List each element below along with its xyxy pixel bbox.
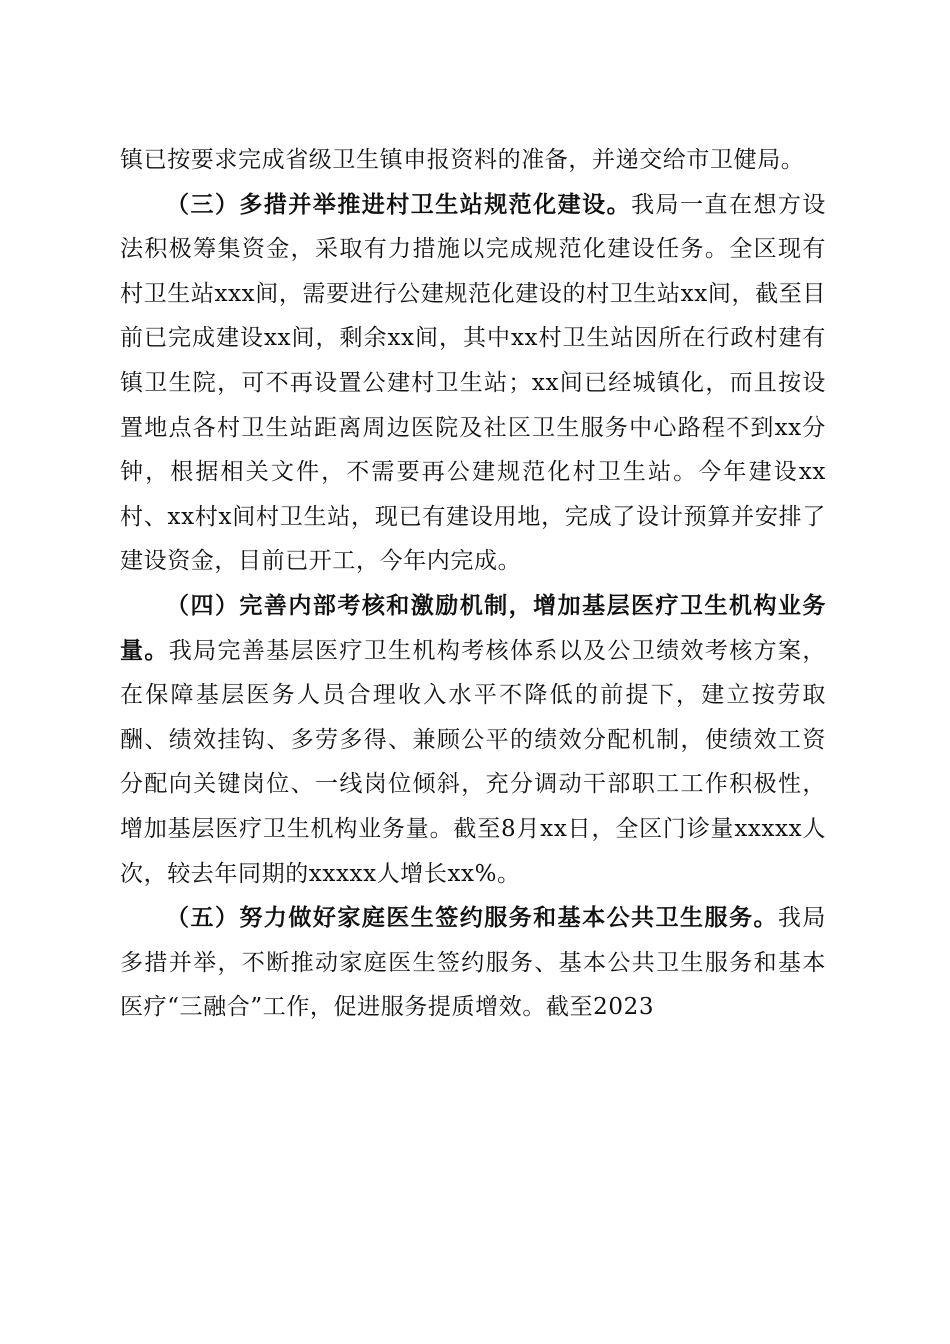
paragraph-body: 我局完善基层医疗卫生机构考核体系以及公卫绩效考核方案，在保障基层医务人员合理收入水平不降低的前提下，建立按劳取酬、绩效挂钩、多劳多得、兼顾公平的绩效分配机制，使绩效工资分配向关键岗位、一线岗位倾斜，充分调动干部职工工作积极性，增加基层医疗卫生机构业务量。截至8月xx日，全区门诊量xxxxx人次，较去年同期的xxxxx人增长xx%。: [120, 637, 827, 887]
paragraph-section-3: [120, 183, 826, 584]
section-heading: （四）完善内部考核和激励机制，增加基层医疗卫生机构业务量。: [120, 591, 826, 664]
paragraph-continuation: [120, 138, 826, 183]
document-body: [120, 138, 826, 1030]
paragraph-body: 镇已按要求完成省级卫生镇申报资料的准备，并递交给市卫健局。: [120, 147, 805, 173]
paragraph-body: 我局一直在想方设法积极筹集资金，采取有力措施以完成规范化建设任务。全区现有村卫生站xxx间，需要进行公建规范化建设的村卫生站xx间，截至目前已完成建设xx间，剩余xx间，其中xx村卫生站因所在行政村建有镇卫生院，可不再设置公建村卫生站；xx间已经城镇化，而且按设置地点各村卫生站距离周边医院及社区卫生服务中心路程不到xx分钟，根据相关文件，不需要再公建规范化村卫生站。今年建设xx村、xx村x间村卫生站，现已有建设用地，完成了设计预算并安排了建设资金，目前已开工，今年内完成。: [120, 191, 826, 575]
paragraph-section-5: [120, 896, 826, 1030]
section-heading: （五）努力做好家庭医生签约服务和基本公共卫生服务。: [166, 904, 778, 932]
paragraph-body: 我局多措并举，不断推动家庭医生签约服务、基本公共卫生服务和基本医疗“三融合”工作，促进服务提质增效。截至2023: [120, 905, 826, 1021]
section-heading: （三）多措并举推进村卫生站规范化建设。: [166, 190, 632, 218]
paragraph-section-4: [120, 584, 826, 896]
